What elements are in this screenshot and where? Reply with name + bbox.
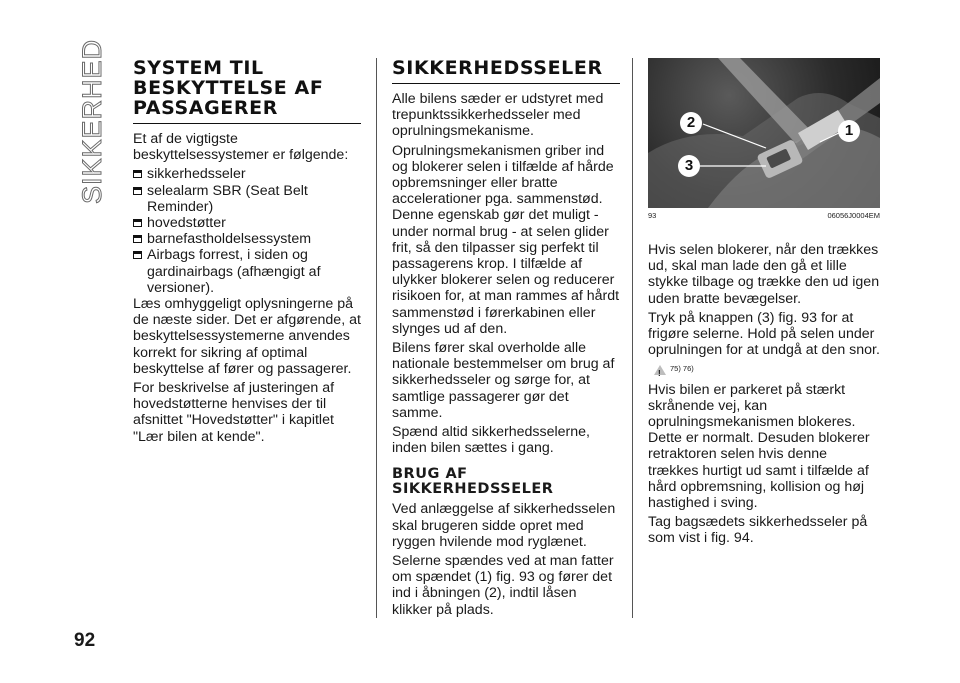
list-item: selealarm SBR (Seat Belt Reminder)	[133, 183, 361, 215]
body-paragraph: Hvis bilen er parkeret på stærkt skrånende vej, kan oprulningsmekanismen blokeres. Dette er normalt. Desuden blokerer retraktoren selen hvis denne trækkes hurtigt ud samt i tilfælde af hård opbremsning, kollision og høj hastighed i sving.	[648, 381, 870, 512]
body-paragraph: Tag bagsædets sikkerhedsseler på som vist i fig. 94.	[648, 514, 868, 547]
list-item: sikkerhedsseler	[133, 166, 361, 182]
section-side-tab	[77, 38, 108, 205]
body-paragraph: Spænd altid sikkerhedsselerne, inden bilen sættes i gang.	[392, 424, 590, 457]
protection-systems-list	[133, 166, 361, 296]
column-2	[392, 58, 620, 621]
body-paragraph: Hvis selen blokerer, når den trækkes ud, skal man lade den gå et lille stykke tilbage og trække den ud igen uden bratte bevægelser.	[648, 242, 880, 307]
figure-code: 06056J0004EM	[827, 211, 880, 220]
seat-belt-figure	[648, 58, 880, 208]
section-heading-seat-belts: SIKKERHEDSSELER	[392, 58, 620, 84]
intro-paragraph: Et af de vigtigste beskyttelsessystemer er følgende:	[133, 131, 349, 164]
warning-reference-numbers: 75) 76)	[670, 364, 694, 374]
body-paragraph: Læs omhyggeligt oplysningerne på de næste sider. Det er afgørende, at beskyttelsessystemerne anvendes korrekt for sikring af optimal beskyttelse af fører og passagerer.	[133, 296, 361, 377]
warning-triangle-icon	[654, 365, 666, 375]
list-item: barnefastholdelsessystem	[133, 231, 361, 247]
warning-reference	[654, 361, 880, 377]
body-paragraph: Tryk på knappen (3) fig. 93 for at frigøre selerne. Hold på selen under oprulningen for at undgå at den snor.	[648, 309, 880, 359]
body-paragraph: Selerne spændes ved at man fatter om spændet (1) fig. 93 og fører det ind i åbningen (2), indtil låsen klikker på plads.	[392, 553, 614, 618]
callout-2: 2	[680, 112, 702, 134]
body-paragraph: Oprulningsmekanismen griber ind og blokerer selen i tilfælde af hårde opbremsninger eller bratte accelerationer pga. sammenstød. Denne egenskab gør det muligt - under normal brug - at selen glider frit, så den tilpasser sig perfekt til passagerens krop. I tilfælde af ulykker blokerer selen og reducerer risikoen for, at man rammes af hårdt sammenstød i førerkabinen eller slynges ud af den.	[392, 142, 620, 337]
list-item: hovedstøtter	[133, 215, 361, 231]
callout-1: 1	[838, 120, 860, 142]
section-side-tab-label: SIKKERHED	[77, 38, 108, 205]
section-heading-passenger-protection: SYSTEM TIL BESKYTTELSE AF PASSAGERER	[133, 58, 361, 124]
column-1	[133, 58, 361, 448]
figure-number: 93	[648, 211, 657, 220]
subheading-using-seat-belts: BRUG AF SIKKERHEDSSELER	[392, 466, 554, 498]
callout-3: 3	[678, 155, 700, 177]
figure-caption	[648, 211, 880, 220]
column-divider-1	[376, 58, 377, 618]
body-paragraph: Alle bilens sæder er udstyret med trepunktssikkerhedsseler med oprulningsmekanisme.	[392, 91, 604, 140]
page-number: 92	[74, 630, 96, 651]
body-paragraph: Ved anlæggelse af sikkerhedsselen skal brugeren sidde opret med ryggen hvilende mod ryglænet.	[392, 501, 616, 550]
body-paragraph: Bilens fører skal overholde alle nationale bestemmelser om brug af sikkerhedsseler og sørge for, at samtlige passagerer gør det samme.	[392, 340, 615, 421]
list-item: Airbags forrest, i siden og gardinairbags (afhængigt af versioner).	[133, 247, 361, 296]
column-3	[648, 242, 880, 550]
column-divider-2	[632, 58, 633, 618]
body-paragraph: For beskrivelse af justeringen af hovedstøtterne henvises der til afsnittet "Hovedstøtter" i kapitlet "Lær bilen at kende".	[133, 380, 335, 445]
